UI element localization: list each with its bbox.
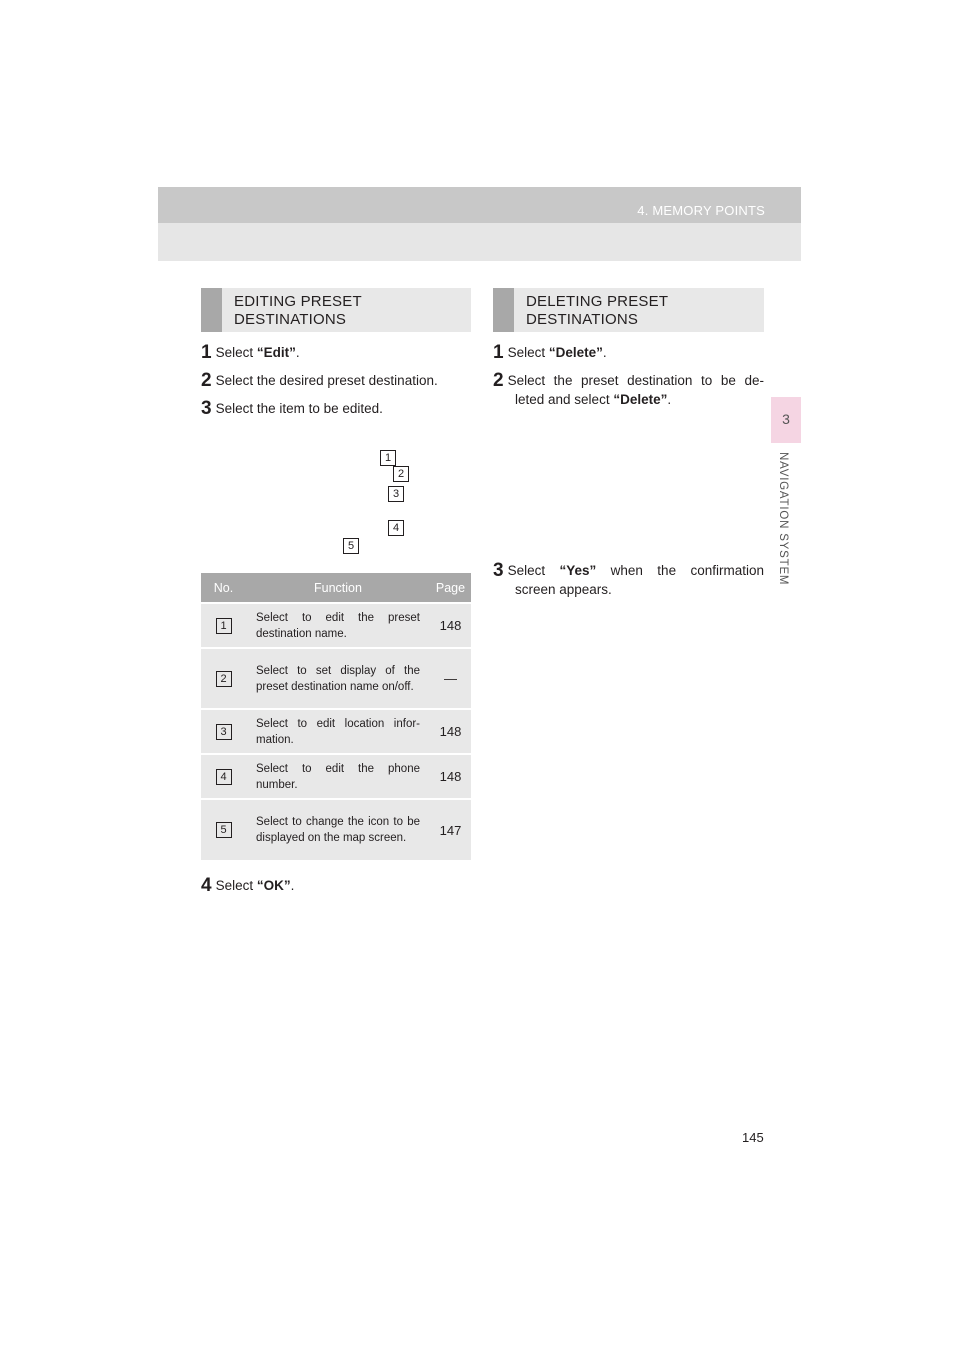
row-page: 148 xyxy=(430,603,471,648)
table-row xyxy=(201,648,471,709)
editing-step-2: 2 Select the desired preset destination. xyxy=(201,370,438,391)
table-row xyxy=(201,709,471,754)
heading-bar xyxy=(201,288,222,332)
heading-bar xyxy=(493,288,514,332)
row-number-badge: 3 xyxy=(216,724,232,740)
editing-step-3: 3 Select the item to be edited. xyxy=(201,398,383,419)
callout-2: 2 xyxy=(393,466,409,482)
row-page: — xyxy=(430,648,471,709)
editing-heading-text: EDITING PRESET DESTINATIONS xyxy=(234,293,362,328)
yes-keyword: “Yes” xyxy=(559,563,597,578)
chapter-tab xyxy=(771,397,801,443)
header-function: Function xyxy=(246,573,430,603)
callout-5: 5 xyxy=(343,538,359,554)
row-page: 148 xyxy=(430,709,471,754)
chapter-number: 3 xyxy=(782,411,790,427)
editing-step-1: 1 Select “Edit”. xyxy=(201,342,300,363)
row-function: Select to edit location infor- mation. xyxy=(246,709,430,754)
row-function: Select to set display of the preset destination name on/off. xyxy=(246,648,430,709)
header-title: 4. MEMORY POINTS xyxy=(637,203,765,218)
chapter-label: NAVIGATION SYSTEM xyxy=(777,452,789,586)
table-row xyxy=(201,603,471,648)
table-row xyxy=(201,799,471,860)
function-table xyxy=(201,573,471,860)
deleting-step-3: 3 Select “Yes” when the confirmation screen appears. xyxy=(493,560,764,597)
callout-1: 1 xyxy=(380,450,396,466)
row-number-badge: 4 xyxy=(216,769,232,785)
editing-step-4: 4 Select “OK”. xyxy=(201,875,295,896)
table-header-row xyxy=(201,573,471,603)
page-number: 145 xyxy=(742,1130,764,1145)
delete-keyword: “Delete” xyxy=(548,345,603,360)
row-function: Select to change the icon to be displayed on the map screen. xyxy=(246,799,430,860)
row-function: Select to edit the phone number. xyxy=(246,754,430,799)
callout-3: 3 xyxy=(388,486,404,502)
table-row xyxy=(201,754,471,799)
header-page: Page xyxy=(430,573,471,603)
header-no: No. xyxy=(201,573,246,603)
editing-section-heading xyxy=(201,288,471,332)
deleting-heading-text: DELETING PRESET DESTINATIONS xyxy=(526,293,669,328)
ok-keyword: “OK” xyxy=(256,878,291,893)
row-function: Select to edit the preset destination name. xyxy=(246,603,430,648)
deleting-step-1: 1 Select “Delete”. xyxy=(493,342,607,363)
header-subband xyxy=(158,223,801,261)
row-page: 147 xyxy=(430,799,471,860)
row-number-badge: 5 xyxy=(216,822,232,838)
row-page: 148 xyxy=(430,754,471,799)
row-number-badge: 2 xyxy=(216,671,232,687)
callout-4: 4 xyxy=(388,520,404,536)
edit-keyword: “Edit” xyxy=(256,345,296,360)
header-band xyxy=(158,187,801,223)
row-number-badge: 1 xyxy=(216,618,232,634)
deleting-step-2: 2 Select the preset destination to be de- leted and select “Delete”. xyxy=(493,370,764,407)
deleting-section-heading xyxy=(493,288,764,332)
delete-keyword: “Delete” xyxy=(613,392,668,407)
